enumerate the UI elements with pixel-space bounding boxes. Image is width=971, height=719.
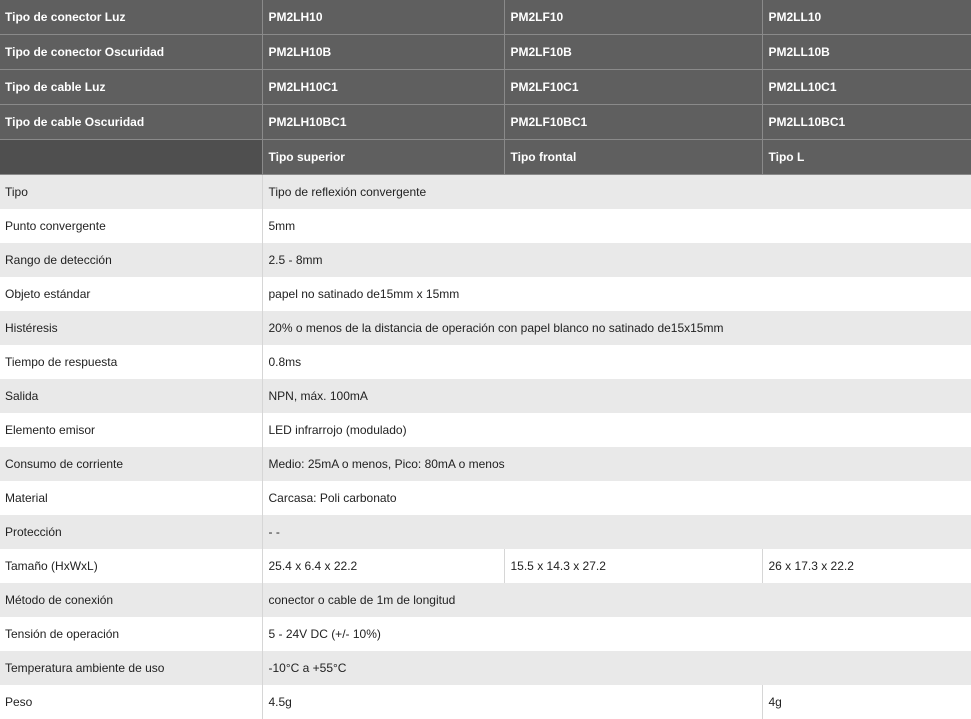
spec-label: Histéresis: [0, 311, 262, 345]
spec-value: LED infrarrojo (modulado): [262, 413, 971, 447]
model-top: PM2LH10B: [262, 35, 504, 70]
spec-value: -10°C a +55°C: [262, 651, 971, 685]
type-front: Tipo frontal: [504, 140, 762, 175]
weight-l: 4g: [762, 685, 971, 719]
spec-row-proteccion: [0, 515, 971, 549]
spec-row-histeresis: [0, 311, 971, 345]
spec-label: Material: [0, 481, 262, 515]
model-top: PM2LH10BC1: [262, 105, 504, 140]
spec-row-temperatura: [0, 651, 971, 685]
model-top: PM2LH10C1: [262, 70, 504, 105]
spec-value: papel no satinado de15mm x 15mm: [262, 277, 971, 311]
spec-value: 5 - 24V DC (+/- 10%): [262, 617, 971, 651]
spec-value: NPN, máx. 100mA: [262, 379, 971, 413]
spec-row-consumo-corriente: [0, 447, 971, 481]
spec-value: 2.5 - 8mm: [262, 243, 971, 277]
spec-row-tiempo-respuesta: [0, 345, 971, 379]
spec-row-metodo-conexion: [0, 583, 971, 617]
spec-row-tamano: [0, 549, 971, 583]
size-l: 26 x 17.3 x 22.2: [762, 549, 971, 583]
spec-row-objeto-estandar: [0, 277, 971, 311]
model-top: PM2LH10: [262, 0, 504, 35]
model-front: PM2LF10B: [504, 35, 762, 70]
header-label: Tipo de conector Oscuridad: [0, 35, 262, 70]
spec-value: Medio: 25mA o menos, Pico: 80mA o menos: [262, 447, 971, 481]
header-row-type: [0, 140, 971, 175]
header-label: Tipo de cable Oscuridad: [0, 105, 262, 140]
spec-label: Tiempo de respuesta: [0, 345, 262, 379]
spec-label: Método de conexión: [0, 583, 262, 617]
spec-row-tipo: [0, 175, 971, 210]
spec-value: Carcasa: Poli carbonato: [262, 481, 971, 515]
model-l: PM2LL10C1: [762, 70, 971, 105]
spec-label: Tamaño (HxWxL): [0, 549, 262, 583]
header-row-connector-dark: [0, 35, 971, 70]
spec-value: Tipo de reflexión convergente: [262, 175, 971, 210]
spec-value: 20% o menos de la distancia de operación con papel blanco no satinado de15x15mm: [262, 311, 971, 345]
spec-row-punto-convergente: [0, 209, 971, 243]
spec-label: Peso: [0, 685, 262, 719]
spec-label: Rango de detección: [0, 243, 262, 277]
spec-label: Tensión de operación: [0, 617, 262, 651]
header-label: Tipo de cable Luz: [0, 70, 262, 105]
model-front: PM2LF10C1: [504, 70, 762, 105]
spec-row-elemento-emisor: [0, 413, 971, 447]
model-l: PM2LL10: [762, 0, 971, 35]
header-label-empty: [0, 140, 262, 175]
spec-value: - -: [262, 515, 971, 549]
spec-label: Temperatura ambiente de uso: [0, 651, 262, 685]
spec-value: conector o cable de 1m de longitud: [262, 583, 971, 617]
model-front: PM2LF10: [504, 0, 762, 35]
model-l: PM2LL10BC1: [762, 105, 971, 140]
spec-row-material: [0, 481, 971, 515]
spec-label: Consumo de corriente: [0, 447, 262, 481]
weight-top-front: 4.5g: [262, 685, 762, 719]
spec-label: Tipo: [0, 175, 262, 210]
spec-label: Objeto estándar: [0, 277, 262, 311]
spec-value: 0.8ms: [262, 345, 971, 379]
spec-label: Protección: [0, 515, 262, 549]
spec-value: 5mm: [262, 209, 971, 243]
size-top: 25.4 x 6.4 x 22.2: [262, 549, 504, 583]
spec-label: Salida: [0, 379, 262, 413]
spec-label: Punto convergente: [0, 209, 262, 243]
model-l: PM2LL10B: [762, 35, 971, 70]
header-label: Tipo de conector Luz: [0, 0, 262, 35]
spec-label: Elemento emisor: [0, 413, 262, 447]
spec-row-rango-deteccion: [0, 243, 971, 277]
size-front: 15.5 x 14.3 x 27.2: [504, 549, 762, 583]
header-row-connector-light: [0, 0, 971, 35]
header-row-cable-light: [0, 70, 971, 105]
type-l: Tipo L: [762, 140, 971, 175]
spec-row-tension-operacion: [0, 617, 971, 651]
type-top: Tipo superior: [262, 140, 504, 175]
model-front: PM2LF10BC1: [504, 105, 762, 140]
spec-row-salida: [0, 379, 971, 413]
header-row-cable-dark: [0, 105, 971, 140]
